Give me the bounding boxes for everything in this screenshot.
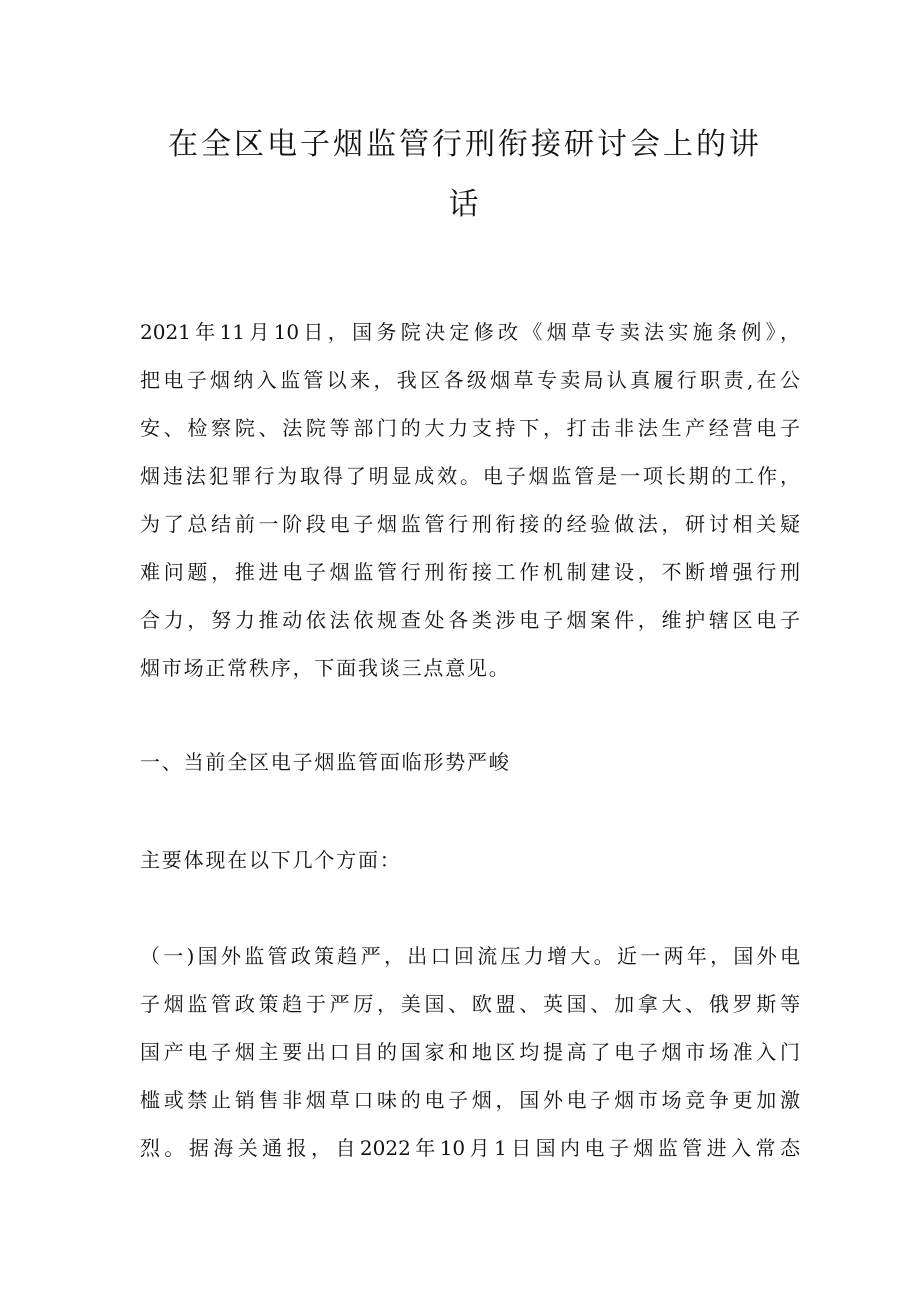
subsection-line: 国产电子烟主要出口目的国家和地区均提高了电子烟市场准入门 — [140, 1040, 800, 1064]
intro-line: 烟市场正常秩序，下面我谈三点意见。 — [140, 656, 511, 680]
intro-line: 把电子烟纳入监管以来，我区各级烟草专卖局认真履行职责,在公 — [140, 368, 800, 392]
section-intro: 主要体现在以下几个方面： — [140, 848, 402, 872]
subsection-line: 烈。据海关通报，自2022年10月1日国内电子烟监管进入常态 — [140, 1136, 800, 1160]
document-title-line-2: 话 — [448, 187, 482, 222]
intro-line: 为了总结前一阶段电子烟监管行刑衔接的经验做法，研讨相关疑 — [140, 512, 800, 536]
subsection-line: （一)国外监管政策趋严，出口回流压力增大。近一两年，国外电 — [140, 944, 800, 968]
intro-line: 烟违法犯罪行为取得了明显成效。电子烟监管是一项长期的工作， — [140, 464, 800, 488]
intro-line: 2021年11月10日，国务院决定修改《烟草专卖法实施条例》， — [140, 320, 800, 344]
subsection-line: 子烟监管政策趋于严厉，美国、欧盟、英国、加拿大、俄罗斯等 — [140, 992, 800, 1016]
intro-line: 难问题，推进电子烟监管行刑衔接工作机制建设，不断增强行刑 — [140, 560, 800, 584]
section-heading: 一、当前全区电子烟监管面临形势严峻 — [140, 750, 511, 774]
subsection-line: 槛或禁止销售非烟草口味的电子烟，国外电子烟市场竞争更加激 — [140, 1088, 800, 1112]
intro-line: 合力，努力推动依法依规查处各类涉电子烟案件，维护辖区电子 — [140, 608, 800, 632]
document-title-line-1: 在全区电子烟监管行刑衔接研讨会上的讲 — [168, 127, 762, 162]
intro-line: 安、检察院、法院等部门的大力支持下，打击非法生产经营电子 — [140, 416, 800, 440]
